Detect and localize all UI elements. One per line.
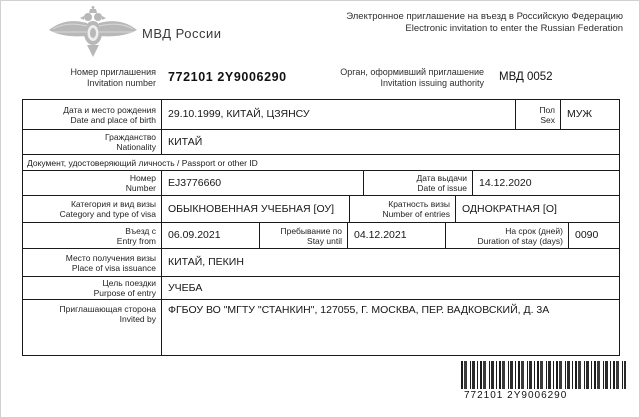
passport-number-value: EJ3776660 [162, 171, 364, 195]
row-entry-dates [23, 223, 619, 249]
document-title-en: Electronic invitation to enter the Russian Federation [405, 22, 623, 34]
issuing-authority-value: МВД 0052 [499, 71, 553, 83]
purpose-value: УЧЕБА [168, 281, 203, 294]
entries-label: Кратность визы Number of entries [350, 196, 456, 222]
mvd-emblem-icon [47, 5, 139, 57]
visa-category-value: ОБЫКНОВЕННАЯ УЧЕБНАЯ [ОУ] [162, 196, 350, 222]
issue-place-value: КИТАЙ, ПЕКИН [168, 256, 244, 269]
invitation-table [22, 99, 620, 356]
visa-category-label: Категория и вид визы Category and type of visa [23, 196, 162, 222]
invited-by-label: Приглашающая сторона Invited by [23, 300, 162, 355]
row-passport [23, 171, 619, 196]
sex-value: МУЖ [567, 108, 593, 121]
nationality-value: КИТАЙ [168, 135, 203, 148]
invitation-number-label: Номер приглашения Invitation number [70, 67, 156, 88]
birth-value: 29.10.1999, КИТАЙ, ЦЗЯНСУ [162, 100, 516, 129]
barcode [461, 361, 626, 389]
document-section-header: Документ, удостоверяющий личность / Passport or other ID [27, 157, 258, 168]
sex-label: Пол Sex [516, 100, 561, 129]
row-purpose [23, 277, 619, 300]
row-invited-by [23, 300, 619, 355]
nationality-label: Гражданство Nationality [23, 130, 162, 154]
birth-label: Дата и место рождения Date and place of birth [23, 100, 162, 129]
entries-value: ОДНОКРАТНАЯ [О] [462, 202, 557, 215]
row-document-section [23, 155, 619, 171]
entry-from-value: 06.09.2021 [162, 223, 260, 248]
row-visa-category [23, 196, 619, 223]
row-birth [23, 100, 619, 130]
entry-from-label: Въезд с Entry from [23, 223, 162, 248]
invitation-number-value: 772101 2Y9006290 [168, 70, 287, 84]
stay-until-label: Пребывание по Stay until [260, 223, 348, 248]
issuing-authority-label: Орган, оформивший приглашение Invitation issuing authority [340, 67, 484, 88]
stay-until-value: 04.12.2021 [348, 223, 446, 248]
row-issue-place [23, 249, 619, 277]
duration-value: 0090 [575, 229, 599, 242]
row-nationality [23, 130, 619, 155]
document-title [346, 11, 623, 34]
agency-name: МВД России [142, 26, 222, 41]
date-of-issue-value: 14.12.2020 [479, 176, 532, 189]
issue-place-label: Место получения визы Place of visa issuance [23, 249, 162, 276]
date-of-issue-label: Дата выдачи Date of issue [364, 171, 473, 195]
duration-label: На срок (дней) Duration of stay (days) [446, 223, 569, 248]
barcode-text: 772101 2Y9006290 [464, 390, 568, 401]
invited-by-value: ФГБОУ ВО "МГТУ "СТАНКИН", 127055, Г. МОСКВА, ПЕР. ВАДКОВСКИЙ, Д. 3А [168, 304, 550, 316]
purpose-label: Цель поездки Purpose of entry [23, 277, 162, 299]
passport-number-label: Номер Number [23, 171, 162, 195]
document-title-ru: Электронное приглашение на въезд в Российскую Федерацию [346, 11, 623, 22]
